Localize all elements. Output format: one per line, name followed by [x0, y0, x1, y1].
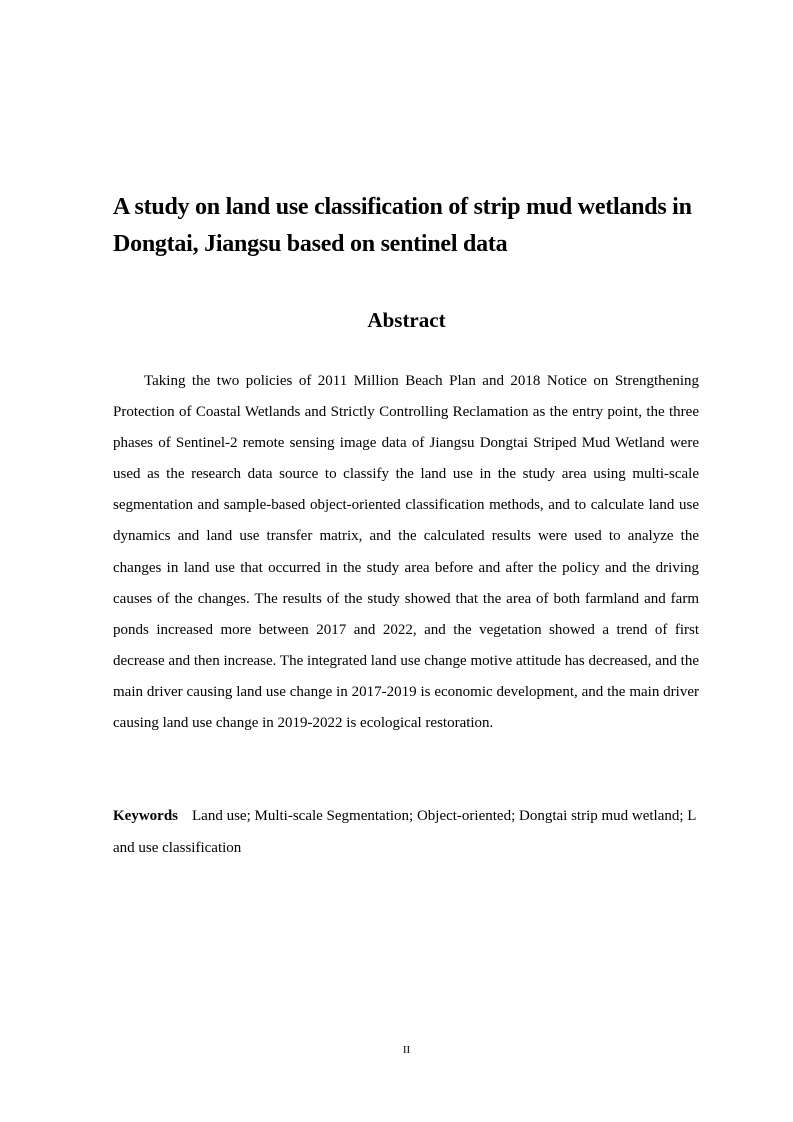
abstract-body: Taking the two policies of 2011 Million Beach Plan and 2018 Notice on Strengthening Protection of Coastal Wetlands and Strictly Controlling Reclamation as the entry point, the three phases of Sentinel-2 remote sensing image data of Jiangsu Dongtai Striped Mud Wetland were used as the research data source to classify the land use in the study area using multi-scale segmentation and sample-based object-oriented classification methods, and to calculate land use dynamics and land use transfer matrix, and the calculated results were used to analyze the changes in land use that occurred in the study area before and after the policy and the driving causes of the changes. The results of the study showed that the area of both farmland and farm ponds increased more between 2017 and 2022, and the vegetation showed a trend of first decrease and then increase. The integrated land use change motive attitude has decreased, and the main driver causing land use change in 2017-2019 is economic development, and the main driver causing land use change in 2019-2022 is ecological restoration. — [113, 373, 699, 732]
keywords-label: Keywords — [113, 808, 178, 824]
abstract-heading: Abstract — [367, 308, 446, 332]
page-number: II — [402, 1044, 411, 1056]
keywords-text: Land use; Multi-scale Segmentation; Object-oriented; Dongtai strip mud wetland; Land use classification — [113, 808, 697, 856]
paper-title: A study on land use classification of strip mud wetlands in Dongtai, Jiangsu based on sentinel data — [113, 194, 692, 257]
keywords-line — [113, 800, 699, 864]
